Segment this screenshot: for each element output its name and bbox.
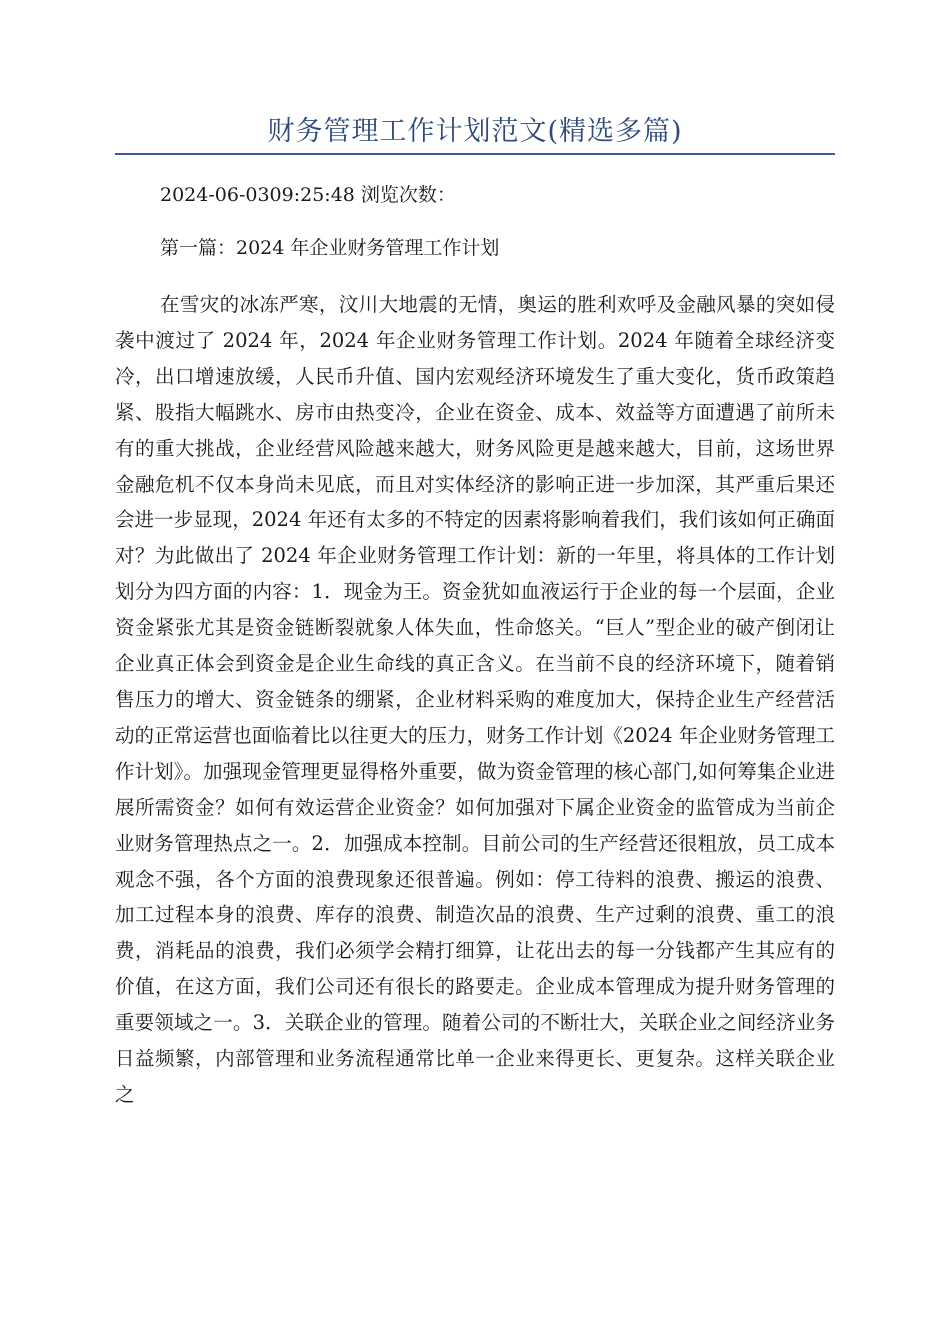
section-heading: 第一篇：2024 年企业财务管理工作计划 [160, 237, 500, 259]
title-underline [115, 153, 835, 155]
publish-meta-line: 2024-06-0309:25:48 浏览次数： [160, 184, 456, 206]
body-paragraph: 在雪灾的冰冻严寒，汶川大地震的无情，奥运的胜利欢呼及金融风暴的突如侵袭中渡过了 2024 年，2024 年企业财务管理工作计划。2024 年随着全球经济变冷，出口增速放缓，人民币升值、国内宏观经济环境发生了重大变化，货币政策趋紧、股指大幅跳水、房市由热变冷，企业在资金、成本、效益等方面遭遇了前所未有的重大挑战，企业经营风险越来越大，财务风险更是越来越大，目前，这场世界金融危机不仅本身尚未见底，而且对实体经济的影响正进一步加深，其严重后果还会进一步显现，2024 年还有太多的不特定的因素将影响着我们，我们该如何正确面对？为此做出了 2024 年企业财务管理工作计划：新的一年里，将具体的工作计划划分为四方面的内容：1．现金为王。资金犹如血液运行于企业的每一个层面，企业资金紧张尤其是资金链断裂就象人体失血，性命悠关。“巨人”型企业的破产倒闭让企业真正体会到资金是企业生命线的真正含义。在当前不良的经济环境下，随着销售压力的增大、资金链条的绷紧，企业材料采购的难度加大，保持企业生产经营活动的正常运营也面临着比以往更大的压力，财务工作计划《2024 年企业财务管理工作计划》。加强现金管理更显得格外重要，做为资金管理的核心部门,如何筹集企业进展所需资金？如何有效运营企业资金？如何加强对下属企业资金的监管成为当前企业财务管理热点之一。2．加强成本控制。目前公司的生产经营还很粗放，员工成本观念不强，各个方面的浪费现象还很普遍。例如：停工待料的浪费、搬运的浪费、加工过程本身的浪费、库存的浪费、制造次品的浪费、生产过剩的浪费、重工的浪费，消耗品的浪费，我们必须学会精打细算，让花出去的每一分钱都产生其应有的价值，在这方面，我们公司还有很长的路要走。企业成本管理成为提升财务管理的重要领域之一。3．关联企业的管理。随着公司的不断壮大，关联企业之间经济业务日益频繁，内部管理和业务流程通常比单一企业来得更长、更复杂。这样关联企业之 [115, 293, 835, 1106]
document-title: 财务管理工作计划范文(精选多篇) [267, 116, 683, 147]
